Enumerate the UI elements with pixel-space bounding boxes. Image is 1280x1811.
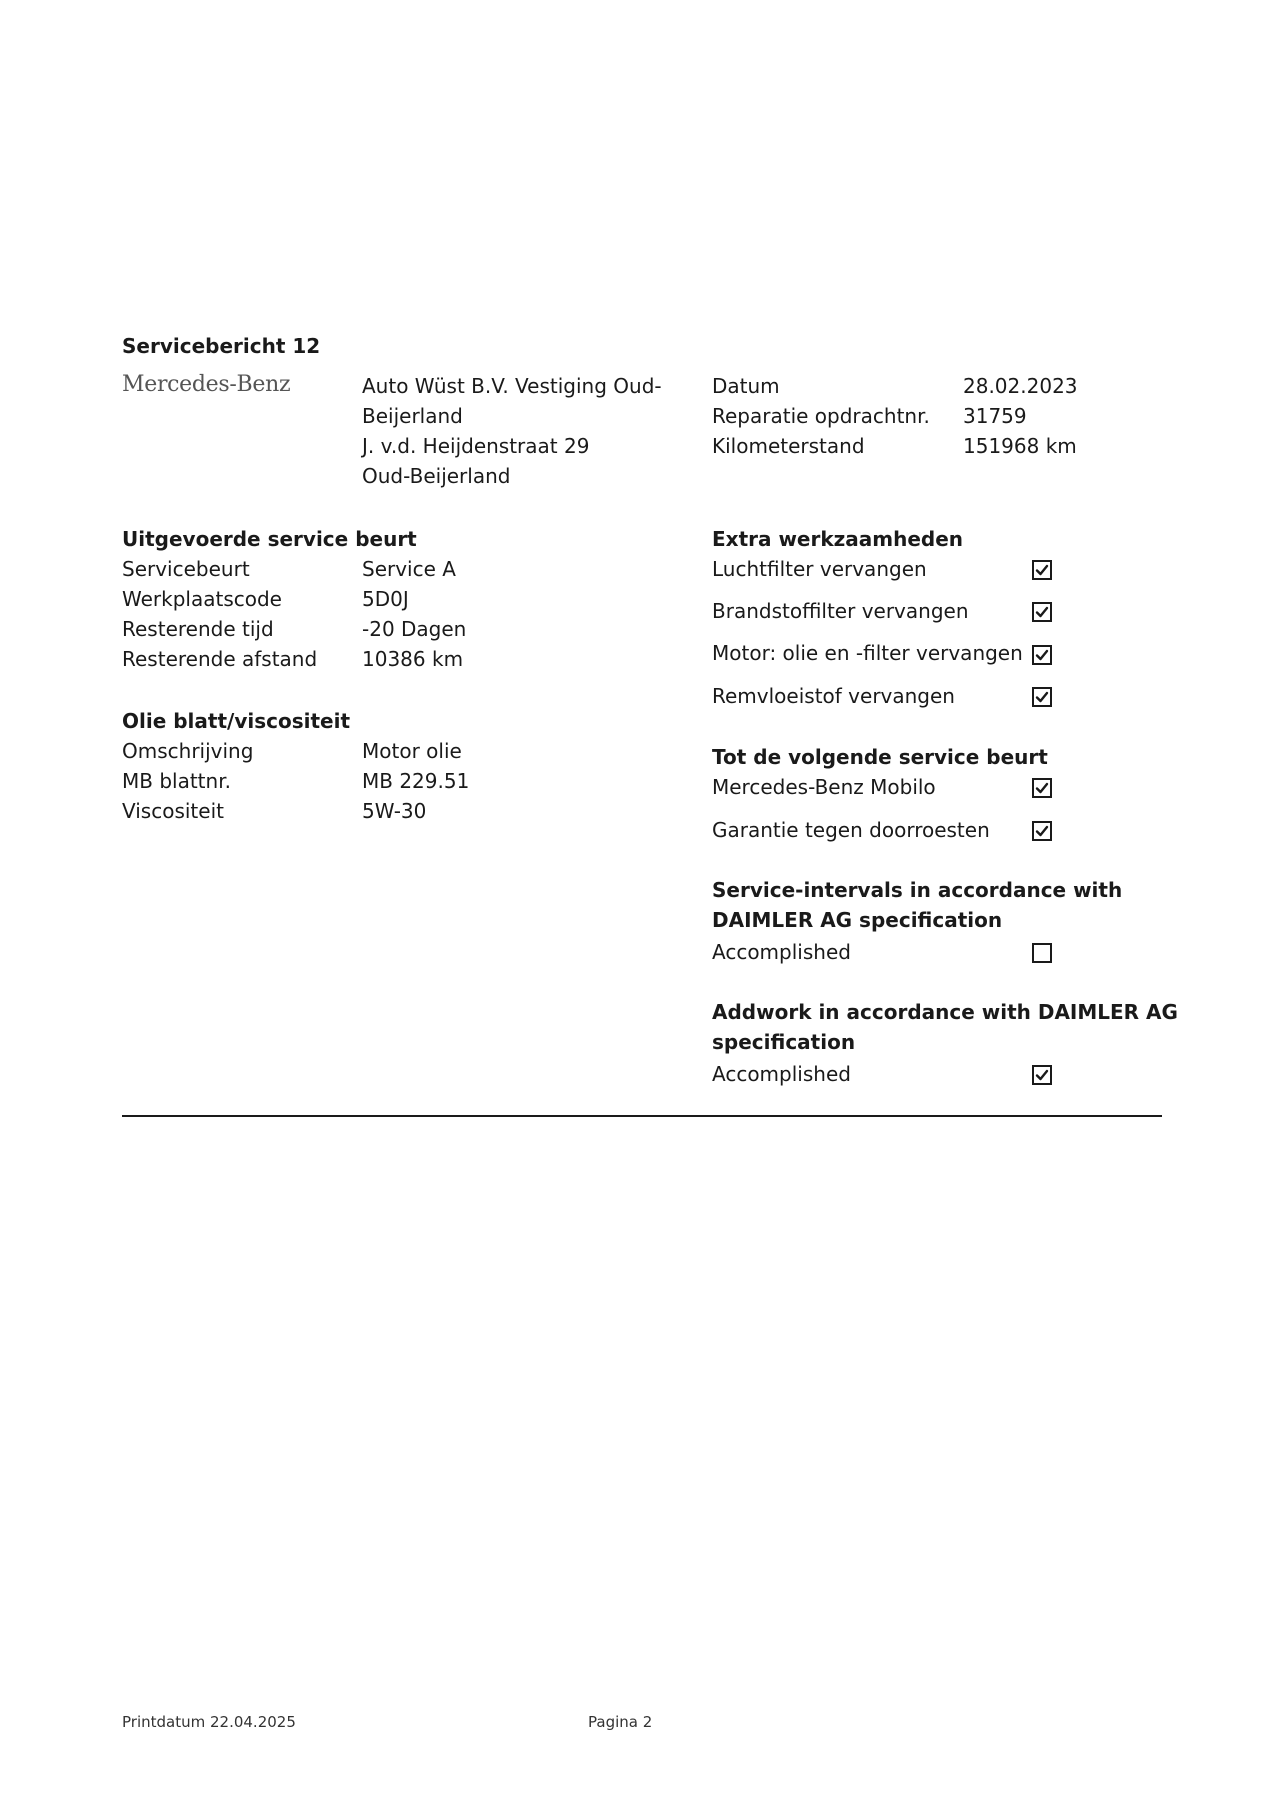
addwork-item-label: Accomplished <box>712 1062 851 1086</box>
oil-row-label: Viscositeit <box>122 799 224 823</box>
oil-row-value: MB 229.51 <box>362 769 470 793</box>
checkbox-checked[interactable] <box>1032 602 1052 622</box>
section-divider <box>122 1115 1162 1117</box>
page-title: Servicebericht 12 <box>122 334 321 358</box>
next-item-label: Mercedes-Benz Mobilo <box>712 775 936 799</box>
checkmark-icon <box>1034 823 1050 839</box>
intervals-heading-line-1: Service-intervals in accordance with <box>712 878 1123 902</box>
extra-item-label: Brandstoffilter vervangen <box>712 599 969 623</box>
datum-label: Datum <box>712 374 780 398</box>
order-number-label: Reparatie opdrachtnr. <box>712 404 930 428</box>
checkmark-icon <box>1034 604 1050 620</box>
oil-row-label: MB blattnr. <box>122 769 231 793</box>
checkmark-icon <box>1034 647 1050 663</box>
checkbox-checked[interactable] <box>1032 1065 1052 1085</box>
next-service-heading: Tot de volgende service beurt <box>712 745 1048 769</box>
intervals-item-label: Accomplished <box>712 940 851 964</box>
service-row-value: 5D0J <box>362 587 409 611</box>
extra-work-heading: Extra werkzaamheden <box>712 527 964 551</box>
checkbox-checked[interactable] <box>1032 778 1052 798</box>
service-row-value: -20 Dagen <box>362 617 467 641</box>
service-row-value: 10386 km <box>362 647 464 671</box>
service-row-label: Resterende afstand <box>122 647 318 671</box>
addwork-heading-line-1: Addwork in accordance with DAIMLER AG <box>712 1000 1178 1024</box>
dealer-city: Oud-Beijerland <box>362 464 511 488</box>
dealer-address: J. v.d. Heijdenstraat 29 <box>362 434 590 458</box>
checkmark-icon <box>1034 1067 1050 1083</box>
print-date: Printdatum 22.04.2025 <box>122 1713 296 1731</box>
extra-item-label: Remvloeistof vervangen <box>712 684 955 708</box>
service-row-label: Werkplaatscode <box>122 587 282 611</box>
intervals-heading-line-2: DAIMLER AG specification <box>712 908 1003 932</box>
checkmark-icon <box>1034 780 1050 796</box>
oil-heading: Olie blatt/viscositeit <box>122 709 351 733</box>
addwork-heading-line-2: specification <box>712 1030 856 1054</box>
service-row-label: Servicebeurt <box>122 557 250 581</box>
page-number: Pagina 2 <box>588 1713 653 1731</box>
service-row-value: Service A <box>362 557 456 581</box>
next-item-label: Garantie tegen doorroesten <box>712 818 990 842</box>
extra-item-label: Luchtfilter vervangen <box>712 557 927 581</box>
dealer-line-1: Auto Wüst B.V. Vestiging Oud- <box>362 374 662 398</box>
oil-row-value: Motor olie <box>362 739 462 763</box>
datum-value: 28.02.2023 <box>963 374 1078 398</box>
checkbox-checked[interactable] <box>1032 560 1052 580</box>
checkbox-unchecked[interactable] <box>1032 943 1052 963</box>
order-number-value: 31759 <box>963 404 1027 428</box>
checkbox-checked[interactable] <box>1032 821 1052 841</box>
checkmark-icon <box>1034 689 1050 705</box>
oil-row-value: 5W-30 <box>362 799 427 823</box>
service-heading: Uitgevoerde service beurt <box>122 527 417 551</box>
service-row-label: Resterende tijd <box>122 617 274 641</box>
checkbox-checked[interactable] <box>1032 645 1052 665</box>
extra-item-label: Motor: olie en -filter vervangen <box>712 641 1023 665</box>
mileage-value: 151968 km <box>963 434 1077 458</box>
brand-logo-text: Mercedes-Benz <box>122 372 291 397</box>
dealer-line-2: Beijerland <box>362 404 463 428</box>
oil-row-label: Omschrijving <box>122 739 254 763</box>
mileage-label: Kilometerstand <box>712 434 865 458</box>
checkbox-checked[interactable] <box>1032 687 1052 707</box>
checkmark-icon <box>1034 562 1050 578</box>
